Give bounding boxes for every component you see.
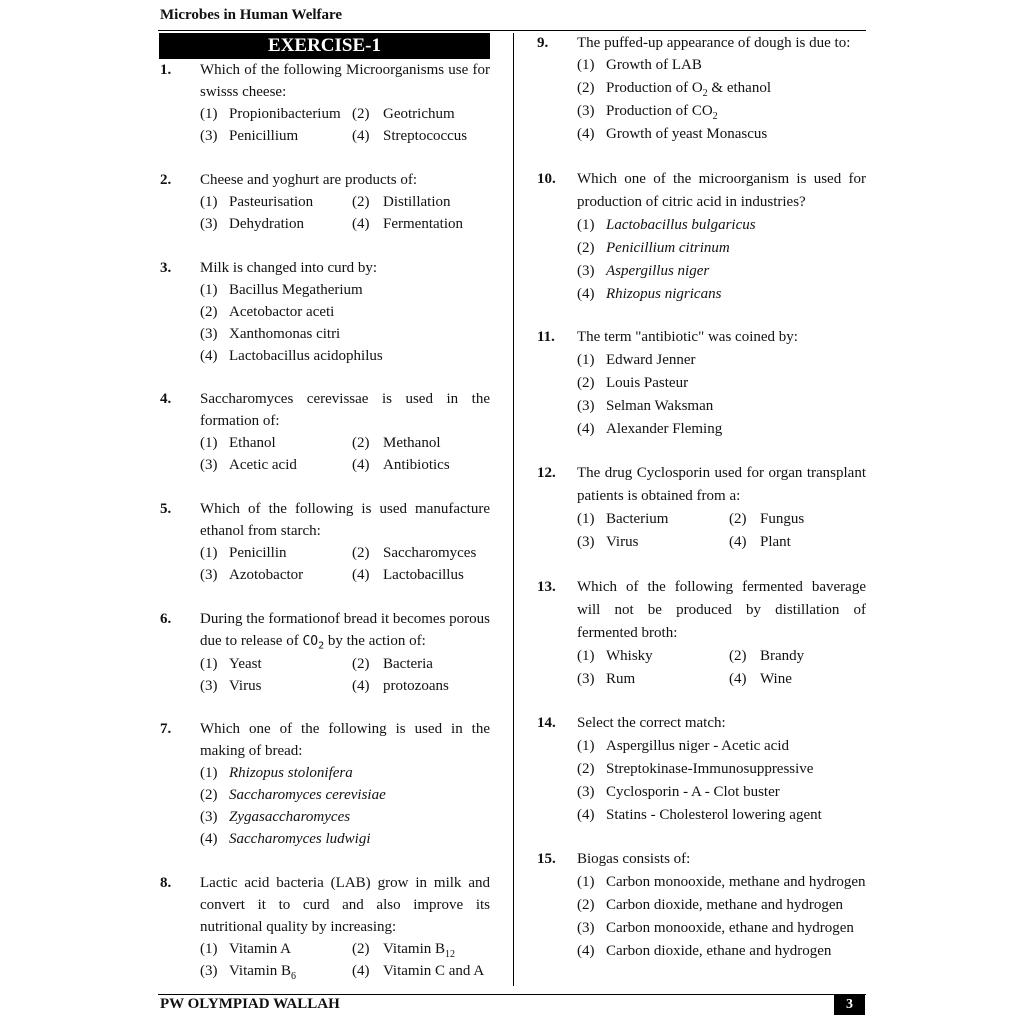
- option-text: Lactobacillus: [383, 567, 464, 583]
- option-pair: [200, 125, 490, 147]
- option-number: (2): [729, 511, 747, 527]
- option-text: Bacteria: [383, 656, 433, 672]
- option-number: (2): [352, 194, 370, 210]
- option-2: [577, 894, 866, 917]
- question-stem: Milk is changed into curd by:: [200, 260, 378, 276]
- question-stem: Biogas consists of:: [577, 851, 691, 867]
- option-1: [577, 214, 866, 237]
- option-number: (4): [352, 678, 370, 694]
- option-pair: [577, 508, 866, 531]
- option-number: (1): [577, 217, 595, 233]
- option-pair: [200, 103, 490, 125]
- question-number: 9.: [537, 35, 549, 51]
- option-text: Virus: [229, 678, 262, 694]
- question-number: 3.: [160, 260, 172, 276]
- option-number: (1): [200, 435, 218, 451]
- option-text: Whisky: [606, 648, 653, 664]
- question-stem: The puffed-up appearance of dough is due to:: [577, 35, 851, 51]
- option-number: (1): [200, 194, 218, 210]
- option-number: (3): [577, 671, 595, 687]
- option-number: (1): [200, 765, 218, 781]
- option-number: (4): [577, 286, 595, 302]
- option-number: (2): [577, 897, 595, 913]
- option-text: Cyclosporin - A - Clot buster: [606, 784, 780, 800]
- question-stem: Cheese and yoghurt are products of:: [200, 172, 418, 188]
- option-pair: [200, 454, 490, 476]
- option-number: (4): [200, 348, 218, 364]
- option-text: [229, 960, 296, 982]
- option-text: Dehydration: [229, 216, 304, 232]
- stem-text: During the formationof bread it becomes porous due to release of: [200, 611, 490, 649]
- option-number: (2): [352, 656, 370, 672]
- option-text: Fungus: [760, 511, 805, 527]
- option-text: Distillation: [383, 194, 451, 210]
- option-text: Fermentation: [383, 216, 463, 232]
- option-text-rest: & ethanol: [711, 80, 771, 96]
- question-stem: Which of the following is used manufacture ethanol from starch:: [200, 501, 490, 539]
- option-text: Saccharomyces: [383, 545, 477, 561]
- page-number: 3: [834, 995, 865, 1015]
- formula-co2: [302, 634, 325, 652]
- option-text: Aspergillus niger - Acetic acid: [606, 738, 790, 754]
- option-number: (1): [577, 57, 595, 73]
- question-number: 4.: [160, 391, 172, 407]
- question-number: 10.: [537, 171, 556, 187]
- option-number: (1): [200, 941, 218, 957]
- option-number: (4): [352, 128, 370, 144]
- option-text: Alexander Fleming: [606, 421, 723, 437]
- option-number: (1): [200, 106, 218, 122]
- option-text: Aspergillus niger: [606, 263, 710, 279]
- formula-text: CO: [302, 634, 319, 649]
- option-text: Yeast: [229, 656, 262, 672]
- option-pair: [200, 564, 490, 586]
- option-number: (4): [352, 963, 370, 979]
- option-text: Vitamin A: [229, 941, 292, 957]
- subscript: 12: [445, 949, 456, 960]
- option-text: Wine: [760, 671, 792, 687]
- question-number: 6.: [160, 611, 172, 627]
- option-text: Methanol: [383, 435, 441, 451]
- option-number: (2): [352, 545, 370, 561]
- question-number: 8.: [160, 875, 172, 891]
- option-number: (3): [200, 567, 218, 583]
- question-number: 15.: [537, 851, 556, 867]
- question-stem: Which one of the microorganism is used for production of citric acid in industries?: [577, 171, 866, 210]
- option-3: [200, 806, 490, 828]
- footer-divider: [158, 994, 866, 995]
- option-text: Carbon monooxide, ethane and hydrogen: [606, 920, 854, 936]
- option-3: [577, 395, 866, 418]
- option-number: (2): [200, 787, 218, 803]
- option-text-main: Vitamin B: [383, 941, 446, 957]
- option-text: Xanthomonas citri: [229, 326, 341, 342]
- question-number: 13.: [537, 579, 556, 595]
- option-number: (2): [352, 941, 370, 957]
- option-pair: [200, 938, 490, 960]
- option-number: (4): [200, 831, 218, 847]
- option-text: Carbon dioxide, methane and hydrogen: [606, 897, 844, 913]
- question-number: 5.: [160, 501, 172, 517]
- question-stem: Lactic acid bacteria (LAB) grow in milk and convert it to curd and also improve its nutritional quality by increasing:: [200, 875, 490, 935]
- option-number: (4): [577, 807, 595, 823]
- option-text: protozoans: [383, 678, 449, 694]
- option-number: (3): [577, 784, 595, 800]
- option-1: [200, 279, 490, 301]
- option-2: [200, 784, 490, 806]
- option-number: (3): [577, 103, 595, 119]
- option-number: (3): [200, 963, 218, 979]
- exercise-title: EXERCISE-1: [159, 33, 490, 59]
- option-number: (2): [352, 106, 370, 122]
- option-number: (3): [200, 128, 218, 144]
- option-number: (4): [577, 421, 595, 437]
- question-stem: Which one of the following is used in the making of bread:: [200, 721, 490, 759]
- option-4: [200, 345, 490, 367]
- option-text: Rhizopus stolonifera: [229, 765, 353, 781]
- option-2: [200, 301, 490, 323]
- option-2: [577, 237, 866, 260]
- option-number: (1): [200, 656, 218, 672]
- option-number: (4): [352, 216, 370, 232]
- option-number: (3): [577, 920, 595, 936]
- option-number: (2): [200, 304, 218, 320]
- option-text: Penicillium: [229, 128, 299, 144]
- option-text: Bacillus Megatherium: [229, 282, 363, 298]
- option-pair: [200, 542, 490, 564]
- option-text: Streptococcus: [383, 128, 468, 144]
- subscript: 2: [702, 88, 708, 99]
- footer-brand: PW OLYMPIAD WALLAH: [160, 996, 340, 1012]
- option-text: Pasteurisation: [229, 194, 314, 210]
- option-text: Saccharomyces cerevisiae: [229, 787, 386, 803]
- option-text: Louis Pasteur: [606, 375, 689, 391]
- subscript: 6: [291, 971, 297, 982]
- option-number: (3): [200, 809, 218, 825]
- option-number: (1): [577, 352, 595, 368]
- option-text: Rhizopus nigricans: [606, 286, 722, 302]
- option-4: [577, 418, 866, 441]
- option-number: (4): [577, 943, 595, 959]
- option-1: [577, 735, 866, 758]
- option-number: (1): [577, 874, 595, 890]
- option-text: Vitamin C and A: [383, 963, 485, 979]
- option-text: Ethanol: [229, 435, 276, 451]
- option-number: (1): [200, 545, 218, 561]
- option-4: [577, 283, 866, 306]
- option-1: [200, 762, 490, 784]
- option-text: Selman Waksman: [606, 398, 714, 414]
- option-number: (4): [729, 534, 747, 550]
- option-text: Statins - Cholesterol lowering agent: [606, 807, 822, 823]
- question-stem: Which of the following fermented baverage will not be produced by distillation of fermented broth:: [577, 579, 866, 641]
- question-number: 7.: [160, 721, 172, 737]
- option-text: Bacterium: [606, 511, 669, 527]
- option-number: (1): [577, 511, 595, 527]
- option-text: Geotrichum: [383, 106, 455, 122]
- option-number: (3): [200, 216, 218, 232]
- question-number: 11.: [537, 329, 555, 345]
- option-number: (3): [200, 326, 218, 342]
- option-pair: [200, 675, 490, 697]
- question-stem: The term "antibiotic" was coined by:: [577, 329, 798, 345]
- option-text: Virus: [606, 534, 639, 550]
- option-number: (2): [352, 435, 370, 451]
- option-3: [577, 260, 866, 283]
- option-text: Zygasaccharomyces: [229, 809, 351, 825]
- option-number: (4): [577, 126, 595, 142]
- option-1: [577, 54, 866, 77]
- question-number: 14.: [537, 715, 556, 731]
- option-2: [577, 758, 866, 781]
- option-text: Saccharomyces ludwigi: [229, 831, 371, 847]
- option-number: (3): [577, 398, 595, 414]
- question-stem: Select the correct match:: [577, 715, 726, 731]
- option-text: Streptokinase-Immunosuppressive: [606, 761, 814, 777]
- option-text: Penicillium citrinum: [606, 240, 730, 256]
- option-pair: [200, 191, 490, 213]
- option-text: Carbon dioxide, ethane and hydrogen: [606, 943, 832, 959]
- option-text: Azotobactor: [229, 567, 304, 583]
- option-3: [200, 323, 490, 345]
- option-pair: [200, 432, 490, 454]
- option-number: (4): [352, 567, 370, 583]
- option-number: (2): [729, 648, 747, 664]
- option-number: (2): [577, 761, 595, 777]
- option-text: Propionibacterium: [229, 106, 341, 122]
- question-number: 12.: [537, 465, 556, 481]
- option-text: Acetobactor aceti: [229, 304, 335, 320]
- question-stem: Saccharomyces cerevissae is used in the formation of:: [200, 391, 490, 429]
- option-text: [383, 938, 455, 960]
- option-text: Growth of yeast Monascus: [606, 126, 768, 142]
- option-number: (1): [577, 648, 595, 664]
- header-divider: [158, 30, 866, 31]
- option-text: Brandy: [760, 648, 805, 664]
- option-number: (1): [577, 738, 595, 754]
- option-number: (3): [200, 678, 218, 694]
- question-number: 2.: [160, 172, 172, 188]
- option-text: Edward Jenner: [606, 352, 696, 368]
- column-divider: [513, 33, 514, 986]
- option-text-main: Vitamin B: [229, 963, 292, 979]
- option-text: Rum: [606, 671, 636, 687]
- option-number: (3): [577, 263, 595, 279]
- option-text: Penicillin: [229, 545, 287, 561]
- option-text-main: Production of CO: [606, 103, 713, 119]
- option-1: [577, 871, 866, 894]
- option-4: [577, 804, 866, 827]
- option-4: [577, 940, 866, 963]
- option-text-main: Production of O: [606, 80, 703, 96]
- chapter-header: Microbes in Human Welfare: [160, 7, 343, 23]
- option-number: (3): [577, 534, 595, 550]
- option-text: [606, 77, 771, 99]
- option-number: (3): [200, 457, 218, 473]
- option-4: [200, 828, 490, 850]
- question-stem: The drug Cyclosporin used for organ transplant patients is obtained from a:: [577, 465, 866, 504]
- option-3: [577, 917, 866, 940]
- option-text: Carbon monooxide, methane and hydrogen: [606, 874, 866, 890]
- option-4: [577, 123, 866, 146]
- option-pair: [577, 645, 866, 668]
- option-pair: [200, 653, 490, 675]
- option-number: (4): [729, 671, 747, 687]
- option-text: Plant: [760, 534, 791, 550]
- option-text: Growth of LAB: [606, 57, 702, 73]
- option-3: [577, 781, 866, 804]
- question-stem: Which of the following Microorganisms use for swisss cheese:: [200, 62, 490, 100]
- option-number: (2): [577, 80, 595, 96]
- option-text: [606, 100, 718, 122]
- option-number: (1): [200, 282, 218, 298]
- option-2: [577, 372, 866, 395]
- question-number: 1.: [160, 62, 172, 78]
- option-text: Antibiotics: [383, 457, 450, 473]
- option-3: [577, 100, 866, 123]
- option-number: (4): [352, 457, 370, 473]
- question-stem: [200, 608, 490, 653]
- option-text: Lactobacillus acidophilus: [229, 348, 383, 364]
- option-pair: [577, 531, 866, 554]
- option-1: [577, 349, 866, 372]
- option-pair: [200, 960, 490, 982]
- subscript: 2: [712, 111, 718, 122]
- formula-subscript: 2: [318, 640, 325, 652]
- option-number: (2): [577, 240, 595, 256]
- option-number: (2): [577, 375, 595, 391]
- option-2: [577, 77, 866, 100]
- option-text: Lactobacillus bulgaricus: [606, 217, 756, 233]
- option-pair: [200, 213, 490, 235]
- stem-text: by the action of:: [327, 633, 426, 649]
- option-text: Acetic acid: [229, 457, 297, 473]
- option-pair: [577, 668, 866, 691]
